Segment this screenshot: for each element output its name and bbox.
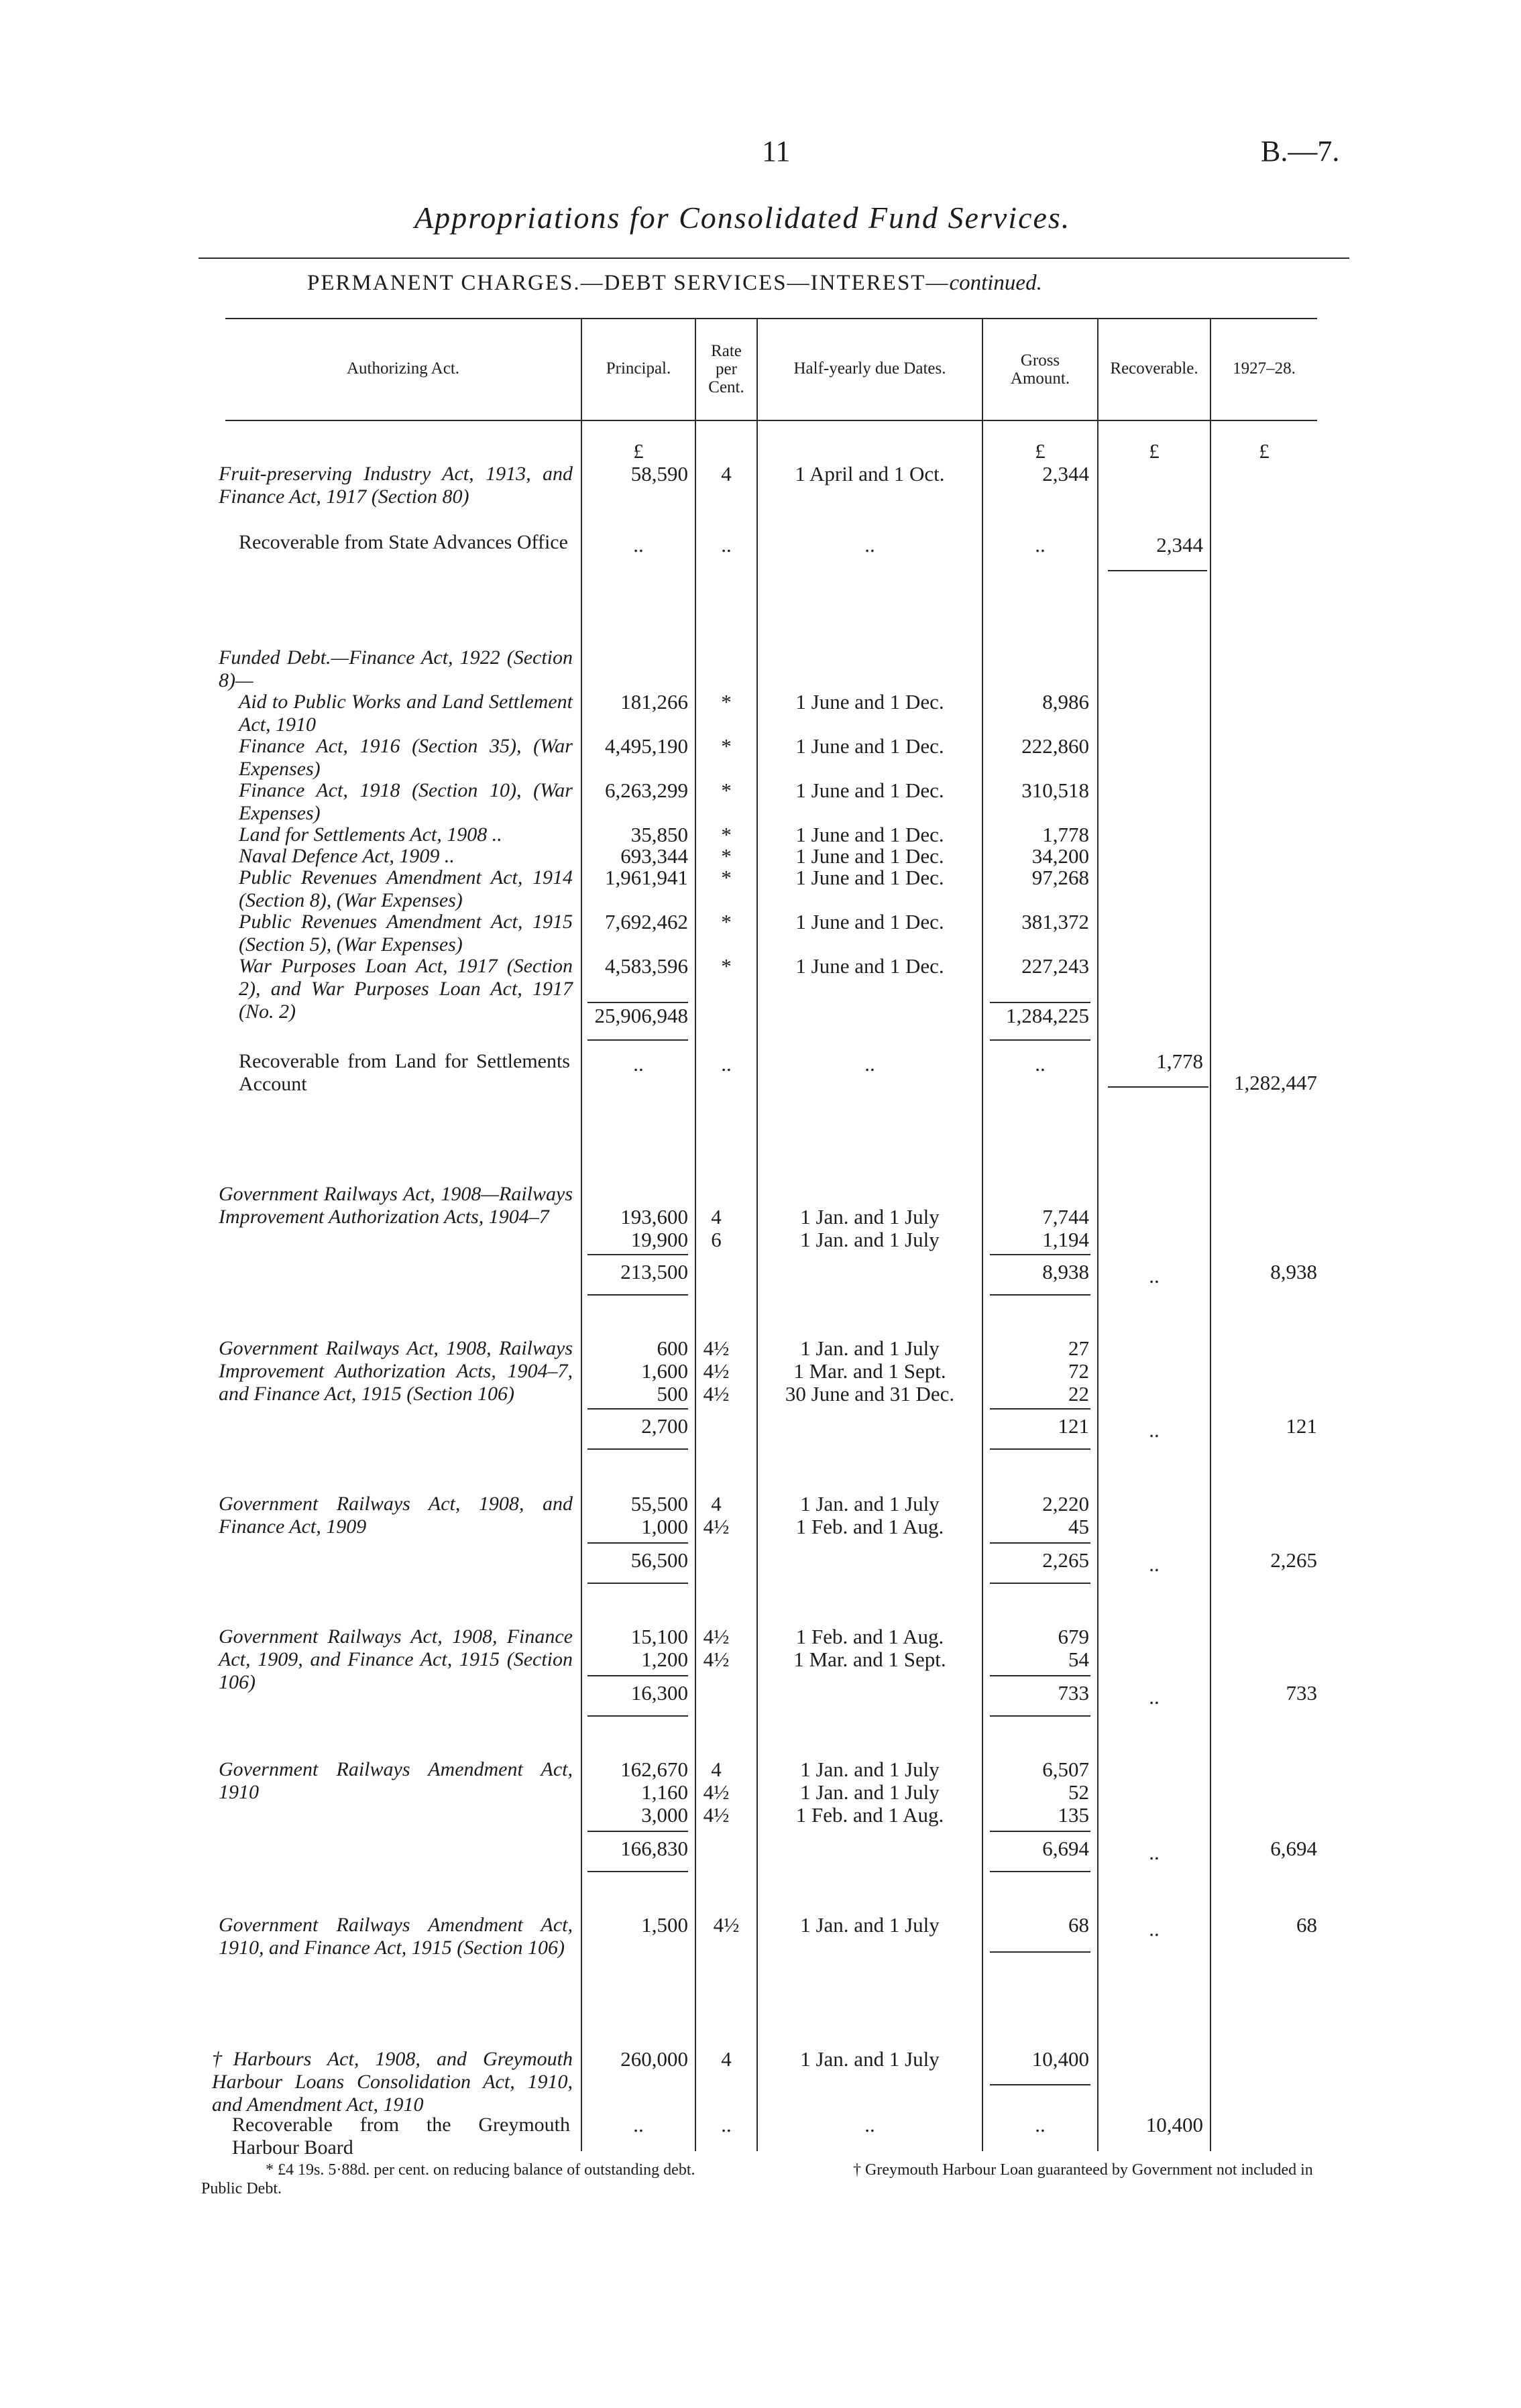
due-dates-value: 1 June and 1 Dec. bbox=[795, 823, 944, 846]
authorizing-act: Public Revenues Amendment Act, 1915 (Section 5), (War Expenses) bbox=[239, 911, 573, 956]
gross-amount-total: 6,694 bbox=[1042, 1837, 1089, 1860]
rate-value: 4 bbox=[711, 1492, 722, 1515]
authorizing-act: Government Railways Amendment Act, 1910 bbox=[219, 1758, 573, 1803]
gross-amount-value: 227,243 bbox=[1021, 954, 1089, 978]
principal-value: 4,583,596 bbox=[605, 954, 688, 978]
recoverable-amount: 10,400 bbox=[1145, 2113, 1203, 2136]
rate-header-line: per bbox=[716, 360, 737, 378]
gross-amount-total: 8,938 bbox=[1042, 1260, 1089, 1283]
ditto-mark: .. bbox=[1149, 1264, 1160, 1287]
due-dates-value: 1 June and 1 Dec. bbox=[795, 910, 944, 933]
ditto-mark: .. bbox=[633, 2113, 644, 2136]
footnote-dagger: † Greymouth Harbour Loan guaranteed by Government not included in Public Debt. bbox=[201, 2161, 1313, 2197]
ditto-mark: .. bbox=[721, 1052, 732, 1076]
authorizing-act: Land for Settlements Act, 1908 .. bbox=[239, 823, 502, 846]
recoverable-amount: 1,778 bbox=[1156, 1049, 1203, 1073]
gross-amount-value: 72 bbox=[1068, 1359, 1089, 1383]
authorizing-act: Government Railways Act, 1908, Railways Improvement Authorization Acts, 1904–7, and Finance Act, 1915 (Section 106) bbox=[219, 1337, 573, 1405]
principal-value: 7,692,462 bbox=[605, 910, 688, 933]
total-rule bbox=[587, 1871, 688, 1872]
ditto-mark: .. bbox=[633, 1052, 644, 1076]
principal-value: 6,263,299 bbox=[605, 779, 688, 802]
net-amount: 2,265 bbox=[1270, 1548, 1317, 1572]
total-rule bbox=[587, 1448, 688, 1450]
principal-value: 1,160 bbox=[641, 1780, 688, 1804]
gross-amount-value: 7,744 bbox=[1042, 1205, 1089, 1228]
subtotal-rule bbox=[587, 1254, 688, 1255]
principal-value: 4,495,190 bbox=[605, 734, 688, 758]
principal-value: 600 bbox=[657, 1336, 688, 1360]
due-dates-value: 1 Jan. and 1 July bbox=[800, 2047, 940, 2071]
document-reference: B.—7. bbox=[1261, 135, 1340, 168]
authorizing-act: †Harbours Act, 1908, and Greymouth Harbour Loans Consolidation Act, 1910, and Amendment Act, 1910 bbox=[212, 2048, 573, 2116]
rate-value: 4½ bbox=[703, 1803, 730, 1827]
ditto-mark: .. bbox=[1035, 1052, 1046, 1076]
rate-value: 4½ bbox=[703, 1382, 730, 1406]
authorizing-act: Public Revenues Amendment Act, 1914 (Section 8), (War Expenses) bbox=[239, 866, 573, 911]
principal-value: 260,000 bbox=[620, 2047, 688, 2071]
due-dates-value: 1 June and 1 Dec. bbox=[795, 954, 944, 978]
principal-value: 1,000 bbox=[641, 1515, 688, 1538]
title-rule bbox=[199, 257, 1349, 259]
ditto-mark: .. bbox=[1149, 1418, 1160, 1442]
total-rule bbox=[587, 1715, 688, 1717]
ditto-mark: .. bbox=[721, 533, 732, 557]
subtotal-rule bbox=[587, 1675, 688, 1676]
section-heading: Funded Debt.—Finance Act, 1922 (Section 8)— bbox=[219, 646, 573, 691]
total-rule bbox=[990, 1951, 1090, 1953]
gross-amount-value: 381,372 bbox=[1021, 910, 1089, 933]
ditto-mark: .. bbox=[1149, 1685, 1160, 1709]
rate-value: 4½ bbox=[703, 1648, 730, 1671]
gross-amount-value: 45 bbox=[1068, 1515, 1089, 1538]
gross-amount-total: 121 bbox=[1058, 1414, 1089, 1438]
principal-value: 19,900 bbox=[630, 1228, 688, 1251]
ditto-mark: .. bbox=[1149, 1552, 1160, 1576]
currency-year: £ bbox=[1259, 439, 1270, 463]
principal-total: 25,906,948 bbox=[594, 1004, 688, 1027]
total-rule bbox=[990, 1294, 1090, 1296]
page-title: Appropriations for Consolidated Fund Services. bbox=[414, 200, 1071, 235]
table-header-rule bbox=[225, 420, 1317, 421]
subtotal-rule bbox=[990, 1831, 1090, 1832]
gross-amount-value: 68 bbox=[1068, 1913, 1089, 1937]
principal-value: 58,590 bbox=[630, 462, 688, 485]
authorizing-act: Finance Act, 1916 (Section 35), (War Expenses) bbox=[239, 735, 573, 780]
column-divider bbox=[1210, 318, 1211, 2151]
principal-value: 162,670 bbox=[620, 1758, 688, 1781]
gross-amount-total: 733 bbox=[1058, 1681, 1089, 1705]
total-rule bbox=[587, 1583, 688, 1584]
gross-amount-value: 679 bbox=[1058, 1625, 1089, 1648]
gross-amount-value: 8,986 bbox=[1042, 690, 1089, 713]
ditto-mark: .. bbox=[1035, 2113, 1046, 2136]
gross-amount-total: 2,265 bbox=[1042, 1548, 1089, 1572]
rate-value: * bbox=[721, 866, 732, 889]
net-amount: 1,282,447 bbox=[1234, 1071, 1317, 1094]
principal-total: 166,830 bbox=[620, 1837, 688, 1860]
principal-value: 693,344 bbox=[620, 844, 688, 868]
gross-header-line: Amount. bbox=[1010, 369, 1070, 388]
rate-value: 4½ bbox=[703, 1359, 730, 1383]
authorizing-act: Naval Defence Act, 1909 .. bbox=[239, 845, 455, 867]
currency-recoverable: £ bbox=[1149, 439, 1160, 463]
gross-amount-value: 1,194 bbox=[1042, 1228, 1089, 1251]
due-dates-value: 1 Jan. and 1 July bbox=[800, 1492, 940, 1515]
subtotal-rule bbox=[990, 1542, 1090, 1544]
subtotal-rule bbox=[587, 1002, 688, 1003]
due-dates-value: 1 June and 1 Dec. bbox=[795, 844, 944, 868]
net-amount: 121 bbox=[1286, 1414, 1317, 1438]
page-number: 11 bbox=[762, 135, 791, 168]
due-dates-value: 1 June and 1 Dec. bbox=[795, 779, 944, 802]
principal-total: 213,500 bbox=[620, 1260, 688, 1283]
due-dates-value: 1 Jan. and 1 July bbox=[800, 1336, 940, 1360]
ditto-mark: .. bbox=[864, 2113, 875, 2136]
principal-value: 55,500 bbox=[630, 1492, 688, 1515]
rate-value: 4½ bbox=[703, 1515, 730, 1538]
total-rule bbox=[990, 2084, 1090, 2085]
recoverable-label: Recoverable from Land for Settlements Account bbox=[239, 1050, 570, 1095]
principal-total: 56,500 bbox=[630, 1548, 688, 1572]
ditto-mark: .. bbox=[1149, 1841, 1160, 1864]
rate-value: * bbox=[721, 779, 732, 802]
ditto-mark: .. bbox=[721, 2113, 732, 2136]
gross-amount-value: 52 bbox=[1068, 1780, 1089, 1804]
rate-value: * bbox=[721, 844, 732, 868]
gross-header-line: Gross bbox=[1020, 351, 1060, 369]
gross-amount-value: 22 bbox=[1068, 1382, 1089, 1406]
recoverable-amount: 2,344 bbox=[1156, 533, 1203, 557]
total-rule bbox=[990, 1448, 1090, 1450]
rate-value: 6 bbox=[711, 1228, 722, 1251]
rate-value: 4½ bbox=[703, 1336, 730, 1360]
column-header-gross-amount bbox=[983, 351, 1097, 388]
ditto-mark: .. bbox=[864, 1052, 875, 1076]
subtotal-rule bbox=[990, 1408, 1090, 1410]
due-dates-value: 1 Jan. and 1 July bbox=[800, 1780, 940, 1804]
due-dates-value: 1 Feb. and 1 Aug. bbox=[795, 1625, 944, 1648]
subtotal-rule bbox=[990, 1675, 1090, 1676]
net-amount: 68 bbox=[1296, 1913, 1317, 1937]
principal-value: 500 bbox=[657, 1382, 688, 1406]
gross-amount-value: 54 bbox=[1068, 1648, 1089, 1671]
rate-value: * bbox=[721, 954, 732, 978]
gross-amount-value: 10,400 bbox=[1031, 2047, 1089, 2071]
principal-value: 1,200 bbox=[641, 1648, 688, 1671]
authorizing-act: Government Railways Act, 1908, and Finance Act, 1909 bbox=[219, 1493, 573, 1538]
due-dates-value: 1 June and 1 Dec. bbox=[795, 734, 944, 758]
currency-gross: £ bbox=[1035, 439, 1046, 463]
gross-amount-value: 6,507 bbox=[1042, 1758, 1089, 1781]
total-rule bbox=[587, 1039, 688, 1041]
ditto-mark: .. bbox=[633, 533, 644, 557]
subtotal-rule bbox=[587, 1542, 688, 1544]
total-rule bbox=[587, 1294, 688, 1296]
rate-value: 4½ bbox=[703, 1625, 730, 1648]
gross-amount-value: 135 bbox=[1058, 1803, 1089, 1827]
due-dates-value: 1 Jan. and 1 July bbox=[800, 1913, 940, 1937]
section-subtitle bbox=[307, 271, 1042, 296]
subtotal-rule bbox=[587, 1408, 688, 1410]
gross-amount-value: 1,778 bbox=[1042, 823, 1089, 846]
total-rule bbox=[990, 1583, 1090, 1584]
due-dates-value: 30 June and 31 Dec. bbox=[785, 1382, 955, 1406]
due-dates-value: 1 June and 1 Dec. bbox=[795, 690, 944, 713]
rate-value: 4½ bbox=[713, 1913, 740, 1937]
subtitle-main: PERMANENT CHARGES.—DEBT SERVICES—INTEREST— bbox=[307, 271, 950, 295]
principal-value: 35,850 bbox=[630, 823, 688, 846]
due-dates-value: 1 Feb. and 1 Aug. bbox=[795, 1803, 944, 1827]
authorizing-act: War Purposes Loan Act, 1917 (Section 2), and War Purposes Loan Act, 1917 (No. 2) bbox=[239, 955, 573, 1023]
rate-value: 4 bbox=[711, 1758, 722, 1781]
table-top-rule bbox=[225, 318, 1317, 319]
gross-amount-value: 2,344 bbox=[1042, 462, 1089, 485]
gross-amount-value: 34,200 bbox=[1031, 844, 1089, 868]
principal-value: 3,000 bbox=[641, 1803, 688, 1827]
ditto-mark: .. bbox=[1149, 1917, 1160, 1941]
principal-value: 15,100 bbox=[630, 1625, 688, 1648]
currency-principal: £ bbox=[633, 439, 644, 463]
rate-value: * bbox=[721, 690, 732, 713]
subtotal-rule bbox=[990, 1254, 1090, 1255]
total-rule bbox=[1108, 1086, 1208, 1088]
column-header-year: 1927–28. bbox=[1233, 359, 1296, 378]
principal-value: 1,500 bbox=[641, 1913, 688, 1937]
due-dates-value: 1 Feb. and 1 Aug. bbox=[795, 1515, 944, 1538]
rate-header-line: Rate bbox=[711, 342, 742, 360]
gross-amount-total: 1,284,225 bbox=[1006, 1004, 1089, 1027]
column-header-principal: Principal. bbox=[606, 359, 671, 378]
authorizing-act: Finance Act, 1918 (Section 10), (War Expenses) bbox=[239, 779, 573, 824]
due-dates-value: 1 Jan. and 1 July bbox=[800, 1228, 940, 1251]
gross-amount-value: 310,518 bbox=[1021, 779, 1089, 802]
total-rule bbox=[990, 1039, 1090, 1041]
column-divider bbox=[1097, 318, 1098, 2151]
column-header-due-dates: Half-yearly due Dates. bbox=[793, 359, 946, 378]
footnote-star: * £4 19s. 5·88d. per cent. on reducing balance of outstanding debt. bbox=[266, 2161, 695, 2179]
net-amount: 6,694 bbox=[1270, 1837, 1317, 1860]
authorizing-act: Government Railways Act, 1908—Railways Improvement Authorization Acts, 1904–7 bbox=[219, 1183, 573, 1228]
net-amount: 8,938 bbox=[1270, 1260, 1317, 1283]
ditto-mark: .. bbox=[864, 533, 875, 557]
authorizing-act: Aid to Public Works and Land Settlement Act, 1910 bbox=[239, 691, 573, 736]
principal-value: 181,266 bbox=[620, 690, 688, 713]
total-rule bbox=[1108, 570, 1207, 571]
recoverable-label: Recoverable from the Greymouth Harbour Board bbox=[232, 2114, 570, 2159]
due-dates-value: 1 Jan. and 1 July bbox=[800, 1205, 940, 1228]
principal-value: 1,961,941 bbox=[605, 866, 688, 889]
principal-value: 1,600 bbox=[641, 1359, 688, 1383]
net-amount: 733 bbox=[1286, 1681, 1317, 1705]
due-dates-value: 1 Mar. and 1 Sept. bbox=[793, 1359, 946, 1383]
rate-value: 4 bbox=[721, 2047, 732, 2071]
due-dates-value: 1 Mar. and 1 Sept. bbox=[793, 1648, 946, 1671]
principal-value: 193,600 bbox=[620, 1205, 688, 1228]
rate-header-line: Cent. bbox=[708, 378, 744, 396]
rate-value: 4 bbox=[711, 1205, 722, 1228]
total-rule bbox=[990, 1715, 1090, 1717]
rate-value: 4 bbox=[721, 462, 732, 485]
rate-value: 4½ bbox=[703, 1780, 730, 1804]
rate-value: * bbox=[721, 734, 732, 758]
due-dates-value: 1 Jan. and 1 July bbox=[800, 1758, 940, 1781]
gross-amount-value: 27 bbox=[1068, 1336, 1089, 1360]
rate-value: * bbox=[721, 910, 732, 933]
subtotal-rule bbox=[990, 1002, 1090, 1003]
gross-amount-value: 222,860 bbox=[1021, 734, 1089, 758]
authorizing-act: Government Railways Act, 1908, Finance Act, 1909, and Finance Act, 1915 (Section 106) bbox=[219, 1625, 573, 1693]
column-header-rate bbox=[696, 342, 756, 396]
due-dates-value: 1 June and 1 Dec. bbox=[795, 866, 944, 889]
rate-value: * bbox=[721, 823, 732, 846]
ditto-mark: .. bbox=[1035, 533, 1046, 557]
gross-amount-value: 97,268 bbox=[1031, 866, 1089, 889]
subtitle-continued: continued. bbox=[949, 271, 1042, 295]
column-header-authorizing-act: Authorizing Act. bbox=[346, 359, 460, 378]
recoverable-label: Recoverable from State Advances Office bbox=[239, 531, 568, 553]
principal-total: 2,700 bbox=[641, 1414, 688, 1438]
due-dates-value: 1 April and 1 Oct. bbox=[795, 462, 945, 485]
total-rule bbox=[990, 1871, 1090, 1872]
authorizing-act: Government Railways Amendment Act, 1910, and Finance Act, 1915 (Section 106) bbox=[219, 1914, 573, 1959]
authorizing-act: Fruit-preserving Industry Act, 1913, and Finance Act, 1917 (Section 80) bbox=[219, 463, 573, 508]
gross-amount-value: 2,220 bbox=[1042, 1492, 1089, 1515]
subtotal-rule bbox=[587, 1831, 688, 1832]
column-header-recoverable: Recoverable. bbox=[1110, 359, 1198, 378]
principal-total: 16,300 bbox=[630, 1681, 688, 1705]
